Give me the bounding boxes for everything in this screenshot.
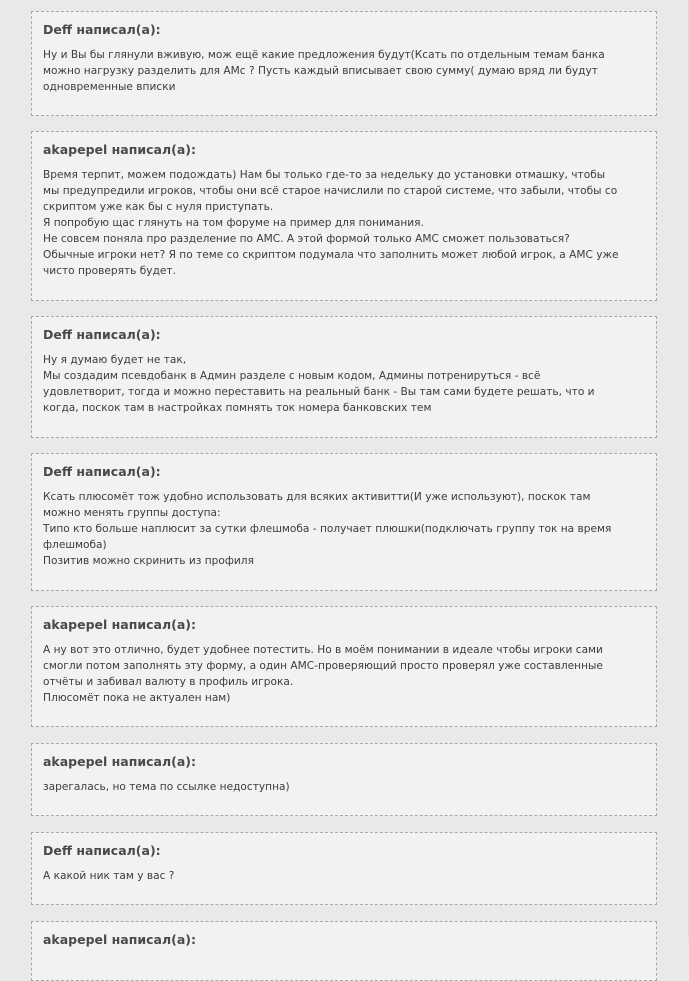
quote-author: akapepel написал(а): xyxy=(43,754,196,769)
quote-author: akapepel написал(а): xyxy=(43,142,196,157)
quote-line: можно менять группы доступа: xyxy=(43,507,221,519)
quote-block xyxy=(31,453,657,591)
quote-block xyxy=(31,131,657,301)
quote-text xyxy=(43,868,645,884)
quote-line: Плюсомёт пока не актуален нам) xyxy=(43,692,231,704)
quote-line: Ксать плюсомёт тож удобно использовать для всяких активитти(И уже используют), поскок там xyxy=(43,491,591,503)
quote-line: Мы создадим псевдобанк в Админ разделе с новым кодом, Админы потренируться - всё xyxy=(43,370,541,382)
quote-text xyxy=(43,47,645,95)
quote-line: смогли потом заполнять эту форму, а один АМС-проверяющий просто проверял уже составленные xyxy=(43,660,603,672)
quote-text xyxy=(43,779,645,795)
quote-block xyxy=(31,11,657,116)
quote-block xyxy=(31,606,657,727)
quote-line: зарегалась, но тема по ссылке недоступна) xyxy=(43,781,290,793)
quote-text xyxy=(43,352,645,416)
quote-line: чисто проверять будет. xyxy=(43,265,176,277)
quote-author: Deff написал(а): xyxy=(43,843,161,858)
quote-line: отчёты и забивал валюту в профиль игрока. xyxy=(43,676,294,688)
quote-line: Обычные игроки нет? Я по теме со скриптом подумала что заполнить может любой игрок, а АМС уже xyxy=(43,249,619,261)
quote-line: Не совсем поняла про разделение по АМС. А этой формой только АМС сможет пользоваться? xyxy=(43,233,570,245)
quote-line: Ну и Вы бы глянули вживую, мож ещё какие предложения будут(Ксать по отдельным темам банка xyxy=(43,49,605,61)
quote-line: можно нагрузку разделить для АМс ? Пусть каждый вписывает свою сумму( думаю вряд ли будут xyxy=(43,65,598,77)
quote-author: Deff написал(а): xyxy=(43,464,161,479)
quote-line: Время терпит, можем подождать) Нам бы только где-то за недельку до установки отмашку, чтобы xyxy=(43,169,606,181)
quote-block xyxy=(31,743,657,816)
quote-block xyxy=(31,316,657,438)
quote-text xyxy=(43,489,645,569)
quote-author: akapepel написал(а): xyxy=(43,932,196,947)
quote-line: флешмоба) xyxy=(43,539,107,551)
quote-author: akapepel написал(а): xyxy=(43,617,196,632)
quote-author: Deff написал(а): xyxy=(43,22,161,37)
quote-text xyxy=(43,642,645,706)
quote-line: А какой ник там у вас ? xyxy=(43,870,175,882)
quote-line: мы предупредили игроков, чтобы они всё старое начислили по старой системе, что забыли, чтобы со xyxy=(43,185,618,197)
quote-line: Я попробую щас глянуть на том форуме на пример для понимания. xyxy=(43,217,424,229)
quote-author: Deff написал(а): xyxy=(43,327,161,342)
quote-line: Ну я думаю будет не так, xyxy=(43,354,187,366)
quote-line: когда, поскок там в настройках помнять ток номера банковских тем xyxy=(43,402,432,414)
quote-text xyxy=(43,167,645,279)
quote-line: Типо кто больше наплюсит за сутки флешмоба - получает плюшки(подключать группу ток на время xyxy=(43,523,612,535)
quote-line: удовлетворит, тогда и можно переставить на реальный банк - Вы там сами будете решать, что и xyxy=(43,386,595,398)
quote-block xyxy=(31,921,657,981)
quote-line: одновременные вписки xyxy=(43,81,176,93)
quote-line: А ну вот это отлично, будет удобнее потестить. Но в моём понимании в идеале чтобы игроки сами xyxy=(43,644,603,656)
quote-line: Позитив можно скринить из профиля xyxy=(43,555,254,567)
quote-block xyxy=(31,832,657,905)
quote-line: скриптом уже как бы с нуля приступать. xyxy=(43,201,274,213)
